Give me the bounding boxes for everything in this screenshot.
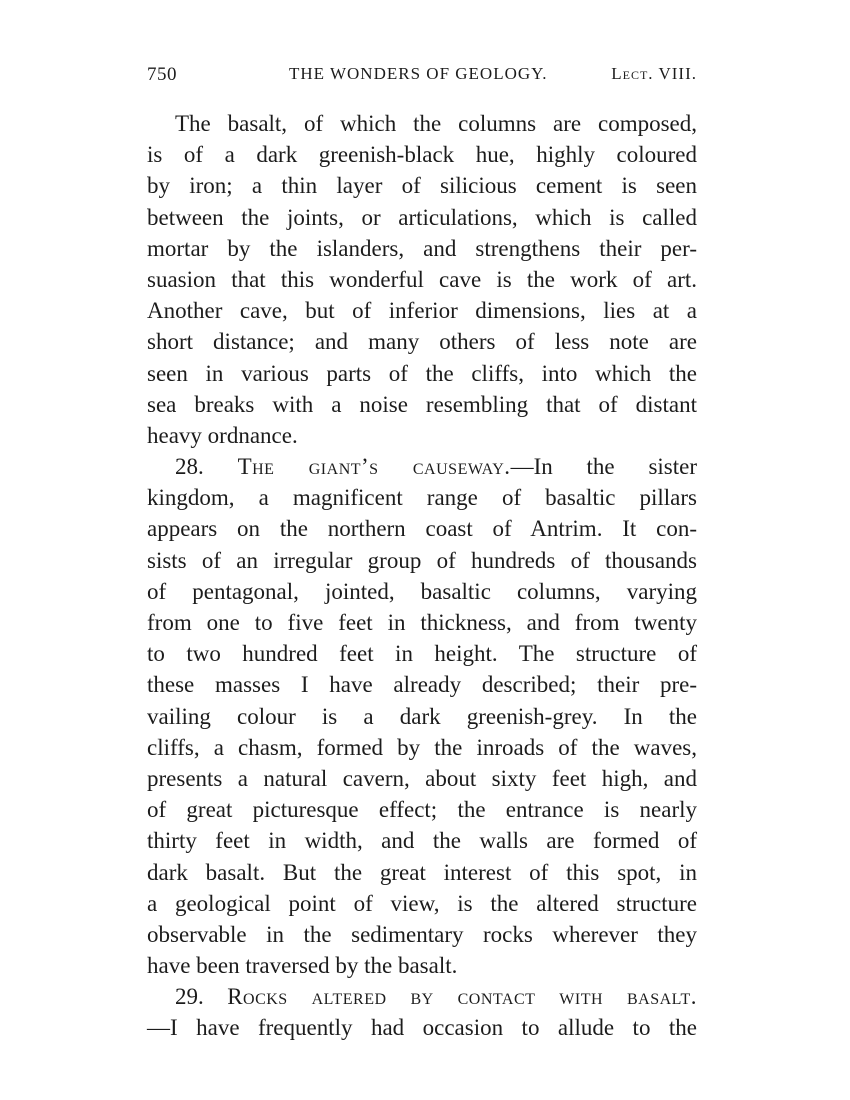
- text-line: seen in various parts of the cliffs, into which the: [147, 360, 697, 386]
- text-line: vailing colour is a dark greenish-grey. In the: [147, 703, 697, 729]
- text-line: by iron; a thin layer of silicious cement is seen: [147, 173, 697, 199]
- book-title: THE WONDERS OF GEOLOGY.: [289, 64, 548, 83]
- text-line: sists of an irregular group of hundreds of thousands: [147, 547, 697, 573]
- text-fragment: In the sister: [533, 454, 697, 480]
- text-line: from one to five feet in thickness, and from twenty: [147, 610, 697, 635]
- text-line: between the joints, or articulations, which is called: [147, 204, 697, 230]
- paragraph-basalt-cave: [147, 108, 697, 451]
- section-number: 28.: [175, 454, 204, 480]
- section-giants-causeway: [147, 451, 697, 981]
- text-line: of pentagonal, jointed, basaltic columns, varying: [147, 578, 697, 604]
- text-line: a geological point of view, is the altered structure: [147, 890, 697, 916]
- text-line: short distance; and many others of less note are: [147, 329, 697, 355]
- text-line: these masses I have already described; their pre-: [147, 672, 697, 698]
- text-line: kingdom, a magnificent range of basaltic pillars: [147, 485, 697, 511]
- running-header: [147, 64, 697, 90]
- section-number: 29.: [175, 984, 204, 1010]
- section-heading: Rocks altered by contact with basalt.: [227, 984, 698, 1010]
- text-line: Another cave, but of inferior dimensions, lies at a: [147, 298, 697, 324]
- text-line: cliffs, a chasm, formed by the inroads of the waves,: [147, 734, 697, 760]
- page-number: 750: [147, 64, 177, 85]
- text-line: heavy ordnance.: [147, 422, 298, 448]
- section-28-first-line: [147, 451, 697, 482]
- text-line: suasion that this wonderful cave is the work of art.: [147, 266, 697, 292]
- text-line: dark basalt. But the great interest of this spot, in: [147, 859, 697, 885]
- section-29-first-line: [147, 981, 697, 1012]
- text-line: to two hundred feet in height. The structure of: [147, 641, 697, 667]
- lecture-number: Lect. VIII.: [611, 64, 697, 83]
- text-line: The basalt, of which the columns are composed,: [175, 111, 697, 136]
- text-line: —I have frequently had occasion to allude to the: [147, 1015, 697, 1041]
- section-heading: The giant’s causeway.: [237, 454, 511, 480]
- text-line: observable in the sedimentary rocks wherever they: [147, 921, 697, 947]
- text-line: appears on the northern coast of Antrim. It con-: [147, 516, 697, 542]
- text-line: presents a natural cavern, about sixty feet high, and: [147, 765, 697, 791]
- text-line: thirty feet in width, and the walls are formed of: [147, 828, 697, 854]
- section-rocks-altered: [147, 981, 697, 1043]
- text-line: is of a dark greenish-black hue, highly coloured: [147, 142, 697, 168]
- text-line: of great picturesque effect; the entrance is nearly: [147, 797, 697, 823]
- em-dash: —: [510, 454, 534, 480]
- body-text: [147, 108, 697, 1044]
- text-line: have been traversed by the basalt.: [147, 953, 458, 979]
- text-line: sea breaks with a noise resembling that of distant: [147, 391, 697, 417]
- text-line: mortar by the islanders, and strengthens their per-: [147, 235, 697, 261]
